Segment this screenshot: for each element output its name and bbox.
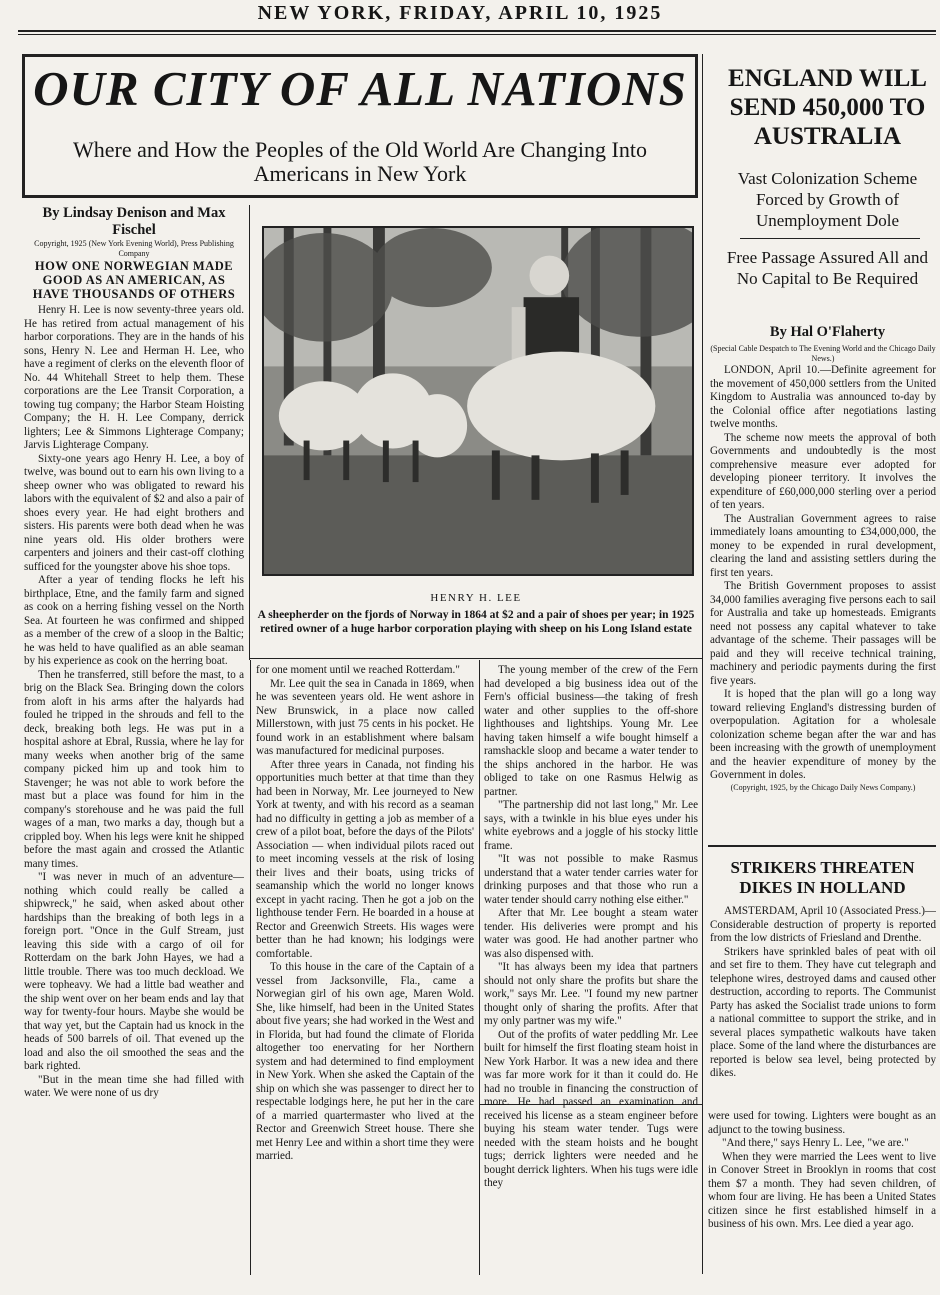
paragraph: were used for towing. Lighters were bought as an adjunct to the towing business. [708, 1110, 936, 1136]
right-headline-2: STRIKERS THREATEN DIKES IN HOLLAND [730, 858, 915, 897]
paragraph: "And there," says Henry L. Lee, "we are." [722, 1137, 909, 1149]
kicker: HOW ONE NORWEGIAN MADE GOOD AS AN AMERICAN, AS HAVE THOUSANDS OF OTHERS [32, 259, 236, 301]
headline: OUR CITY OF ALL NATIONS [33, 61, 687, 116]
paragraph: "It has always been my idea that partners should not only share the profits but share the work," says Mr. Lee. "I found my new partner thought only of sharing the profits. After that my only partner was my wife." [484, 961, 698, 1027]
paragraph: for one moment until we reached Rotterdam." [256, 664, 460, 676]
right-copyright: (Copyright, 1925, by the Chicago Daily News Company.) [730, 782, 916, 792]
column-rule [479, 660, 480, 1275]
article-column-3 [484, 664, 698, 1270]
photo-caption-name: HENRY H. LEE [430, 592, 522, 604]
column-rule [250, 660, 251, 1275]
photo-caption: A sheepherder on the fjords of Norway in 1864 at $2 and a pair of shoes per year; in 1925 retired owner of a huge harbor corporation playing with sheep on his Long Island estate [257, 609, 695, 635]
paragraph: AMSTERDAM, April 10 (Associated Press.)—Considerable destruction of property is reported from the low districts of Friesland and Drenthe. [710, 905, 936, 944]
byline: By Lindsay Denison and Max Fischel [42, 205, 226, 238]
paragraph: The Australian Government agrees to raise immediately loans amounting to £34,000,000, the money to be expended in rural development, clearing the land and assisting settlers during the first ten years. [710, 512, 936, 579]
right-deck-2: Free Passage Assured All and No Capital to Be Required [726, 248, 929, 288]
paragraph: After a year of tending flocks he left his birthplace, Etne, and the family farm and signed as cook on a herring fishing vessel on the North Sea. At fourteen he was confirmed and shipped as a member of the crew of a sloop in the Baltic; he was held to have qualified as an able seaman by his experience as cook on the herring boat. [24, 574, 244, 667]
right-deck-rule [740, 238, 920, 239]
article-column-4 [708, 1110, 936, 1272]
photo-henry-lee [262, 226, 694, 576]
right-article-body [710, 344, 936, 842]
copyright-credit: Copyright, 1925 (New York Evening World), Press Publishing Company [34, 239, 234, 258]
paragraph: "But in the mean time she had filled with water. We were none of us dry [24, 1073, 244, 1099]
paragraph: "The partnership did not last long," Mr. Lee says, with a twinkle in his blue eyes under his white eyebrows and a joggle of his stocky little frame. [484, 799, 698, 852]
masthead: NEW YORK, FRIDAY, APRIL 10, 1925 [257, 2, 663, 24]
paragraph: To this house in the care of the Captain of a vessel from Jacksonville, Fla., came a Norwegian girl of his own age, Maren Wold. She, like himself, had been in the United States about five years; she had worked in the West and in Florida, but had found the climate of Florida altogether too enervating for her Northern system and had determined to find employment in New York. When she asked the Captain of the ship on which she was passenger to direct her to respectable lodgings here, he put her in the care of a married quartermaster who lived at the Rector and Greenwich Street house. There she met Henry Lee and within a short time they were married. [256, 961, 474, 1162]
paragraph: It is hoped that the plan will go a long way toward relieving England's distressing burden of overpopulation. Agitation for a wholesale colonization scheme began after the war and has been increasing with the growth of unemployment and the heavier expenditure of money by the Government in doles. [710, 688, 936, 781]
right-credit: (Special Cable Despatch to The Evening World and the Chicago Daily News.) [710, 344, 936, 363]
paragraph: Strikers have sprinkled bales of peat with oil and set fire to them. They have cut telegraph and telephone wires, destroyed dams and caused other destruction, according to reports. The Communist Party has asked the Socialist trade unions to form a national committee to support the strike, and in several places sympathetic walkouts have taken place. Some of the land where the disturbances are reported is below sea level, being protected by dikes. [710, 945, 936, 1079]
masthead-rule-2 [18, 34, 936, 35]
paragraph: Sixty-one years ago Henry H. Lee, a boy of twelve, was bound out to earn his own living to a sheep owner who was obligated to reward his labors with the equivalent of $2 and also a pair of shoes every year. He had eight brothers and sisters. His parents were both dead when he was nine years old. His older brothers were carpenters and joiners and their cast-off clothing sufficed for the youngster above his shoe tops. [24, 452, 244, 573]
paragraph: "I was never in much of an adventure—nothing which could really be called a shipwreck," he said, when asked about other hardships than the breaking of both legs in a foreign port. "Once in the Gulf Stream, just leaving this side with a cargo of oil for Rotterdam on the bark John Hayes, we had a little trouble. There was too much deckload. We were topheavy. We had a little bad weather and the ship went over on her beam ends and lay that way for twenty-four hours. Maybe she would be that way yet, but the Captain had us knock in the heads of 500 barrels of oil. That evened up the load and also the oil smoothed the seas and the bark righted. [24, 871, 244, 1072]
column-rule [249, 205, 250, 660]
paragraph: "It was not possible to make Rasmus understand that a water tender carries water for drinking purposes and that those who run a water tender should carry nothing else either." [484, 853, 698, 906]
paragraph: Mr. Lee quit the sea in Canada in 1869, when he was seventeen years old. He went ashore in New Brunswick, in a place now called Millerstown, with just 75 cents in his pocket. He found work in an establishment where balsam was manufactured for medicinal purposes. [256, 677, 474, 757]
paragraph: Henry H. Lee is now seventy-three years old. He has retired from actual management of his harbor corporations. They are in the hands of his sons, Henry N. Lee and Herman H. Lee, who have a regiment of clerks on the eleventh floor of No. 44 Whitehall Street to help them. These corporations are the Lee Transit Corporation, a towing tug company; the Harbor Steam Hoisting Company; the H. H. Lee Company, derrick lighters; Lee & Simmons Lighterage Company; Jarvis Lighterage Company. [24, 304, 244, 451]
column-rule [702, 54, 703, 1274]
subhead: Where and How the Peoples of the Old World Are Changing Into Americans in New York [73, 137, 647, 186]
article-column-2 [256, 664, 474, 1270]
paragraph: The scheme now meets the approval of both Governments and undoubtedly is the most comprehensive measure ever adopted for developing pioneer territory. It involves the expenditure of £60,000,000 sterling over a period of ten years. [710, 431, 936, 511]
right-deck-1: Vast Colonization Scheme Forced by Growth of Unemployment Dole [737, 169, 918, 230]
right-article-body-2 [710, 905, 936, 1100]
paragraph: LONDON, April 10.—Definite agreement for the movement of 450,000 settlers from the United Kingdom to Australia was announced to-day by the Colonial office after negotiations lasting twelve months. [710, 364, 936, 430]
masthead-rule [18, 30, 936, 32]
paragraph: After three years in Canada, not finding his opportunities much better at that time than they had been in Norway, Mr. Lee journeyed to New York at twenty, and with his record as a seaman had no difficulty in getting a job as member of a crew of a pilot boat, before the days of the Pilots' Association — when individual pilots raced out to meet incoming vessels at the risk of losing their lives and their boats, using tricks of seamanship which the world no longer knows except in yacht racing. Then he got a job on the lighthouse tender Fern. He boarded in a house at Rector and Greenwich Streets. His wages were better than he had known; his lodgings were comfortable. [256, 758, 474, 960]
right-byline: By Hal O'Flaherty [769, 324, 886, 340]
article-divider [708, 845, 936, 847]
paragraph: The young member of the crew of the Fern had developed a big business idea out of the Fern's official business—the taking of fresh water and other supplies to the off-shore lighthouses and lightships. Young Mr. Lee having taken himself a wife bought himself a ramshackle sloop and became a water tender to the ships anchored in the harbor. He was obliged to take on one Rasmus Helwig as partner. [484, 664, 698, 798]
paragraph: Out of the profits of water peddling Mr. Lee built for himself the first floating steam hoist in New York Harbor. It was a new idea and there was far more work for it than it could do. He had no trouble in financing the construction of more. He had passed an examination and received his license as a steam engineer before buying his steam water tender. Tugs were needed with the steam hoists and he bought tugs; derrick lighters were needed and he bought derrick lighters. When his tugs were idle they [484, 1028, 698, 1189]
right-headline: ENGLAND WILL SEND 450,000 TO AUSTRALIA [728, 65, 927, 150]
caption-rule [250, 658, 702, 659]
paragraph: The British Government proposes to assist 34,000 families averaging five persons each to sail for Australia and take up homesteads. Emigrants need not possess any capital whatever to take advantage of the scheme. Their passages will be paid and they will receive technical training, machinery and periodic payments during the first five years. [710, 580, 936, 687]
paragraph: When they were married the Lees went to live in Conover Street in Brooklyn in rooms that cost them $7 a month. They had seven children, of whom four are living. He has been a United States citizen since he first established himself in a business of his own. Mrs. Lee died a year ago. [708, 1150, 936, 1230]
article-column-1 [24, 205, 244, 1273]
paragraph: After that Mr. Lee bought a steam water tender. His deliveries were prompt and his water was good. He had another partner who was also dispensed with. [484, 907, 698, 960]
paragraph: Then he transferred, still before the mast, to a brig on the Black Sea. Bringing down the colors from aloft in his arms after the halyards had fouled he tripped in the shrouds and fell to the deck, breaking both legs. He was put in a hospital ashore at Ebral, Russia, where he lay for many weeks when another brig of the same company picked him up and took him to Stavenger; he was not able to work before the mast but a place was found for him in the company's storehouse and he was paid the full wages of a man, two marks a day, though but a crippled boy. When his legs were knit he shipped before the mast again and crossed the Atlantic many times. [24, 668, 244, 870]
photo-illustration [264, 228, 692, 574]
